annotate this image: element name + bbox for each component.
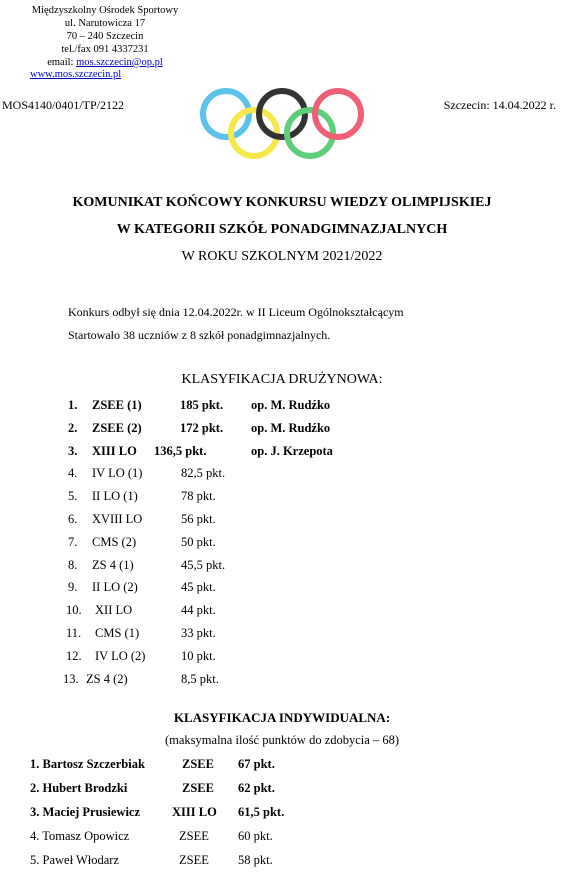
individual-school: ZSEE	[182, 781, 214, 795]
team-rank: 10.	[66, 603, 82, 618]
team-rank: 8.	[68, 557, 78, 572]
title-line-3: W ROKU SZKOLNYM 2021/2022	[181, 249, 383, 264]
team-school: CMS (2)	[92, 534, 137, 549]
team-rank: 12.	[66, 648, 82, 663]
team-rank: 2.	[68, 420, 78, 435]
team-school: II LO (1)	[92, 489, 138, 504]
team-rank: 13.	[63, 671, 79, 686]
team-row	[0, 558, 564, 580]
team-points: 50 pkt.	[181, 534, 216, 549]
individual-row	[0, 781, 564, 803]
team-school: IV LO (1)	[92, 466, 143, 481]
team-points: 78 pkt.	[181, 489, 216, 504]
team-school: XIII LO	[92, 443, 137, 458]
team-rank: 3.	[68, 443, 78, 458]
team-points: 45,5 pkt.	[181, 557, 226, 572]
individual-row	[0, 829, 564, 851]
individual-note: (maksymalna ilość punktów do zdobycia – 68)	[165, 733, 399, 747]
team-heading: KLASYFIKACJA DRUŻYNOWA:	[181, 372, 383, 387]
individual-school: ZSEE	[179, 853, 209, 867]
team-points: 33 pkt.	[181, 626, 216, 640]
org-phone: tel./fax 091 4337231	[61, 44, 149, 55]
team-coach: op. M. Rudźko	[251, 398, 331, 412]
team-points: 45 pkt.	[181, 580, 216, 595]
individual-row	[0, 757, 564, 779]
team-school: ZS 4 (2)	[86, 671, 128, 686]
individual-school: ZSEE	[179, 829, 209, 843]
individual-school: ZSEE	[182, 757, 214, 771]
olympic-rings-logo	[196, 86, 376, 161]
team-row	[0, 489, 564, 511]
team-school: XII LO	[95, 603, 133, 618]
individual-name: 4. Tomasz Opowicz	[30, 829, 130, 843]
team-points: 172 pkt.	[180, 420, 224, 435]
team-row	[0, 580, 564, 602]
www-link-wrap	[30, 69, 121, 80]
title-line-2: W KATEGORII SZKÓŁ PONADGIMNAZJALNYCH	[116, 222, 448, 237]
team-row	[0, 603, 564, 625]
team-row	[0, 672, 564, 694]
reference-number: MOS4140/0401/TP/2122	[2, 98, 125, 112]
team-school: ZSEE (2)	[92, 420, 142, 435]
team-row	[0, 398, 564, 420]
team-rank: 11.	[66, 626, 82, 640]
team-row	[0, 421, 564, 443]
team-rank: 6.	[68, 512, 78, 526]
individual-name: 5. Paweł Włodarz	[30, 853, 119, 867]
email-label: email:	[47, 57, 74, 68]
team-rank: 4.	[68, 466, 78, 481]
team-rank: 9.	[68, 580, 78, 595]
team-school: IV LO (2)	[95, 648, 146, 663]
team-points: 82,5 pkt.	[181, 466, 226, 481]
individual-school: XIII LO	[172, 805, 217, 819]
team-school: ZSEE (1)	[92, 398, 142, 412]
individual-points: 60 pkt.	[238, 829, 273, 843]
team-row	[0, 512, 564, 534]
team-points: 136,5 pkt.	[154, 443, 207, 458]
intro-line-2: Startowało 38 uczniów z 8 szkół ponadgimnazjalnych.	[68, 328, 331, 342]
individual-name: 3. Maciej Prusiewicz	[30, 805, 141, 819]
org-street: ul. Narutowicza 17	[64, 18, 146, 29]
individual-points: 58 pkt.	[238, 853, 273, 867]
team-school: ZS 4 (1)	[92, 557, 134, 572]
title-line-1: KOMUNIKAT KOŃCOWY KONKURSU WIEDZY OLIMPIJSKIEJ	[72, 195, 492, 210]
team-rank: 7.	[68, 534, 78, 549]
team-points: 185 pkt.	[180, 398, 224, 412]
team-row	[0, 649, 564, 671]
team-points: 44 pkt.	[181, 603, 216, 618]
team-coach: op. M. Rudźko	[251, 420, 331, 435]
team-points: 10 pkt.	[181, 648, 216, 663]
email-link[interactable]: mos.szczecin@op.pl	[76, 57, 163, 68]
org-name: Międzyszkolny Ośrodek Sportowy	[31, 5, 179, 16]
team-rank: 5.	[68, 489, 78, 504]
individual-row	[0, 805, 564, 827]
intro-line-1: Konkurs odbył się dnia 12.04.2022r. w II Liceum Ogólnokształcącym	[68, 305, 404, 319]
org-city: 70 – 240 Szczecin	[66, 31, 144, 42]
www-link[interactable]: www.mos.szczecin.pl	[30, 69, 122, 80]
team-school: II LO (2)	[92, 580, 138, 595]
team-row	[0, 535, 564, 557]
team-coach: op. J. Krzepota	[251, 443, 333, 458]
document-date: Szczecin: 14.04.2022 r.	[443, 98, 556, 112]
individual-points: 67 pkt.	[238, 757, 275, 771]
team-school: XVIII LO	[92, 512, 143, 526]
org-email-line	[0, 56, 210, 69]
team-row	[0, 466, 564, 488]
team-rank: 1.	[68, 398, 78, 412]
individual-points: 61,5 pkt.	[238, 805, 285, 819]
team-row	[0, 444, 564, 466]
team-row	[0, 626, 564, 648]
team-points: 8,5 pkt.	[181, 671, 219, 686]
individual-name: 1. Bartosz Szczerbiak	[30, 757, 145, 771]
individual-points: 62 pkt.	[238, 781, 275, 795]
individual-heading: KLASYFIKACJA INDYWIDUALNA:	[173, 710, 391, 725]
team-school: CMS (1)	[95, 626, 140, 640]
team-points: 56 pkt.	[181, 512, 216, 526]
individual-row	[0, 853, 564, 875]
individual-name: 2. Hubert Brodzki	[30, 781, 128, 795]
